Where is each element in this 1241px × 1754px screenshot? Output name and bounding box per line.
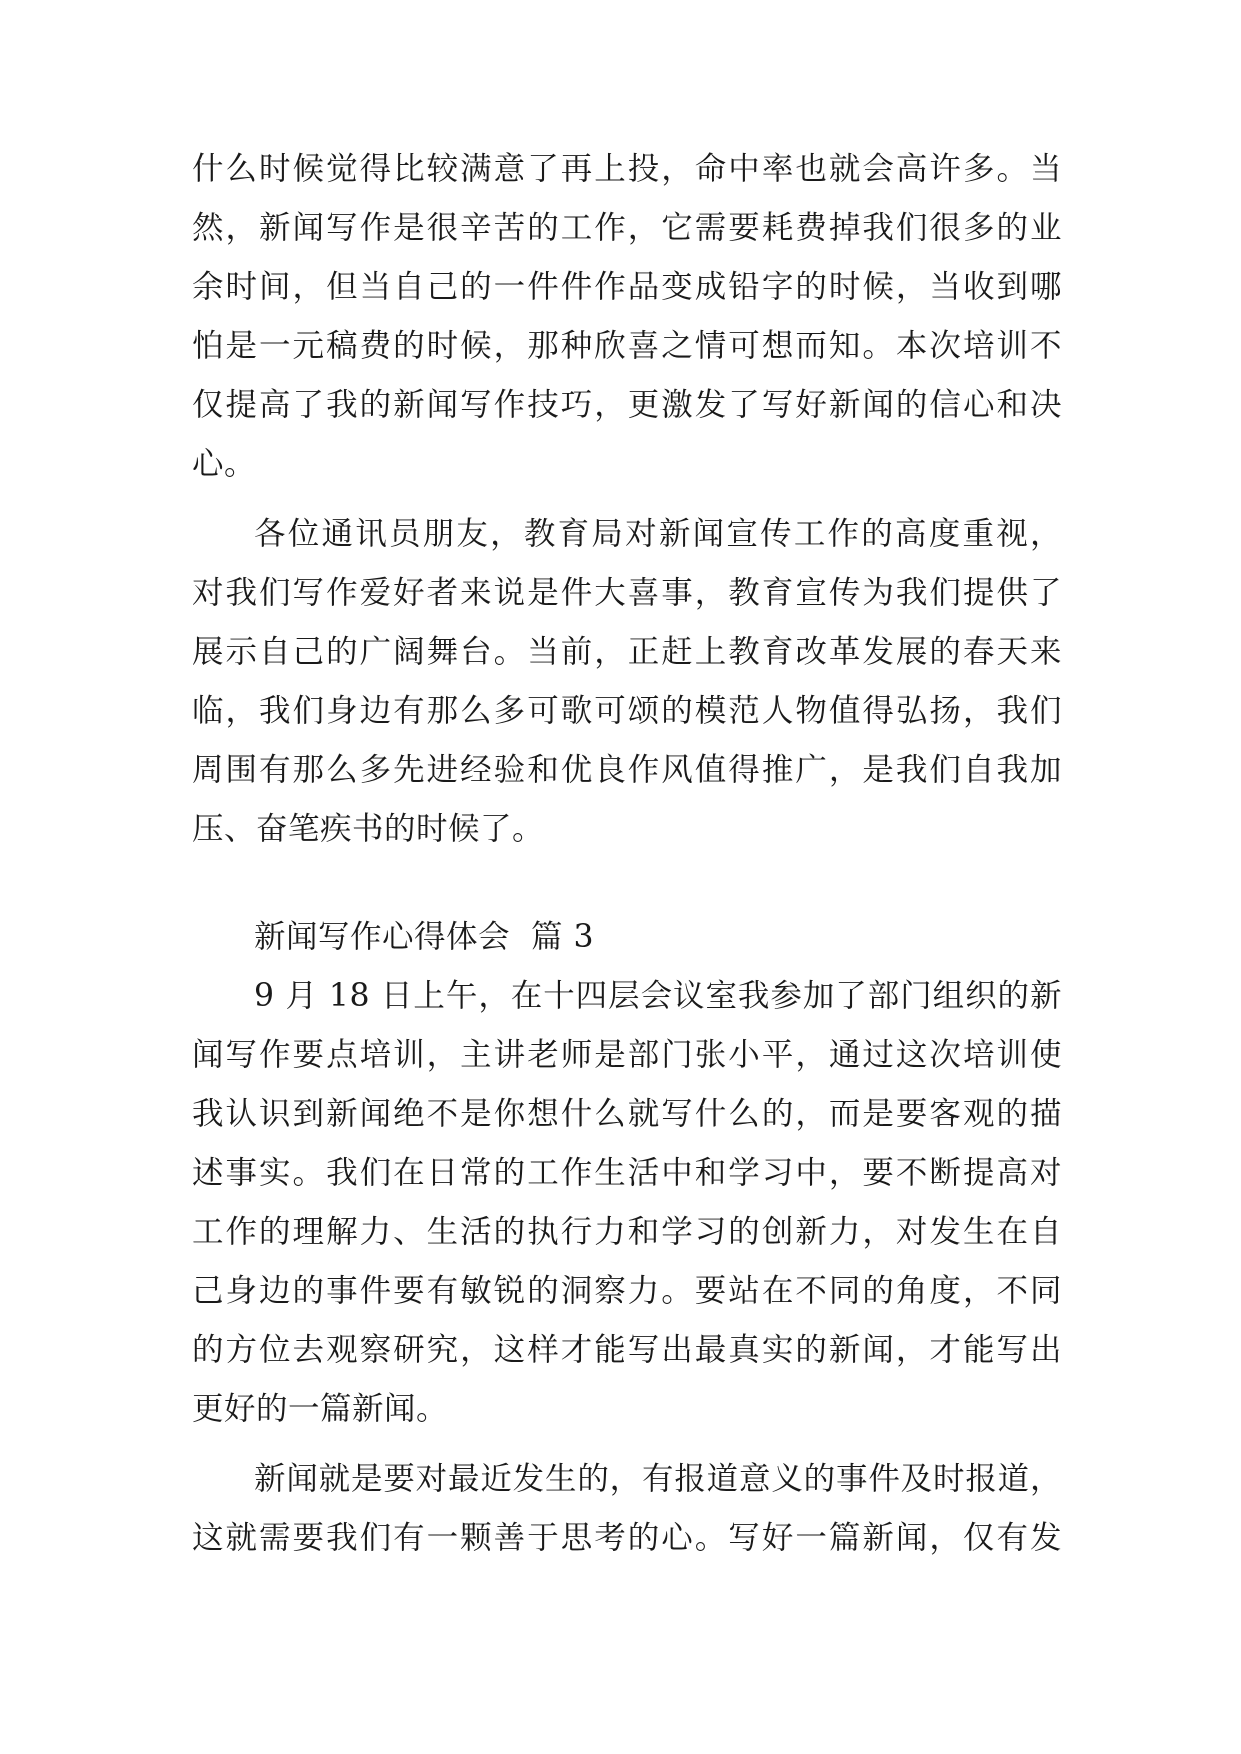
- text-line: 然，新闻写作是很辛苦的工作，它需要耗费掉我们很多的业: [192, 210, 1062, 246]
- text-line: 周围有那么多先进经验和优良作风值得推广，是我们自我加: [192, 752, 1062, 788]
- text-line: 述事实。我们在日常的工作生活中和学习中，要不断提高对: [192, 1155, 1062, 1191]
- text-line: 这就需要我们有一颗善于思考的心。写好一篇新闻，仅有发: [192, 1520, 1062, 1556]
- text-line: 余时间，但当自己的一件件作品变成铅字的时候，当收到哪: [192, 269, 1062, 305]
- text-line: 更好的一篇新闻。: [192, 1391, 449, 1427]
- text-line: 压、奋笔疾书的时候了。: [192, 811, 545, 847]
- text-line: 展示自己的广阔舞台。当前，正赶上教育改革发展的春天来: [192, 634, 1062, 670]
- text-line: 对我们写作爱好者来说是件大喜事，教育宣传为我们提供了: [192, 575, 1062, 611]
- text-line: 的方位去观察研究，这样才能写出最真实的新闻，才能写出: [192, 1332, 1062, 1368]
- text-line: 怕是一元稿费的时候，那种欣喜之情可想而知。本次培训不: [192, 328, 1062, 364]
- section-heading: 新闻写作心得体会 篇 3: [254, 919, 595, 955]
- text-line: 临，我们身边有那么多可歌可颂的模范人物值得弘扬，我们: [192, 693, 1062, 729]
- text-line: 仅提高了我的新闻写作技巧，更激发了写好新闻的信心和决: [192, 387, 1062, 423]
- text-line: 闻写作要点培训，主讲老师是部门张小平，通过这次培训使: [192, 1037, 1062, 1073]
- text-line: 工作的理解力、生活的执行力和学习的创新力，对发生在自: [192, 1214, 1062, 1250]
- text-line: 新闻就是要对最近发生的，有报道意义的事件及时报道，: [254, 1461, 1062, 1497]
- text-line: 我认识到新闻绝不是你想什么就写什么的，而是要客观的描: [192, 1096, 1062, 1132]
- text-line: 心。: [192, 446, 257, 482]
- text-line: 各位通讯员朋友，教育局对新闻宣传工作的高度重视，: [254, 516, 1062, 552]
- text-line: 己身边的事件要有敏锐的洞察力。要站在不同的角度，不同: [192, 1273, 1062, 1309]
- text-line: 什么时候觉得比较满意了再上投，命中率也就会高许多。当: [192, 151, 1062, 187]
- text-line: 9 月 18 日上午，在十四层会议室我参加了部门组织的新: [254, 978, 1062, 1014]
